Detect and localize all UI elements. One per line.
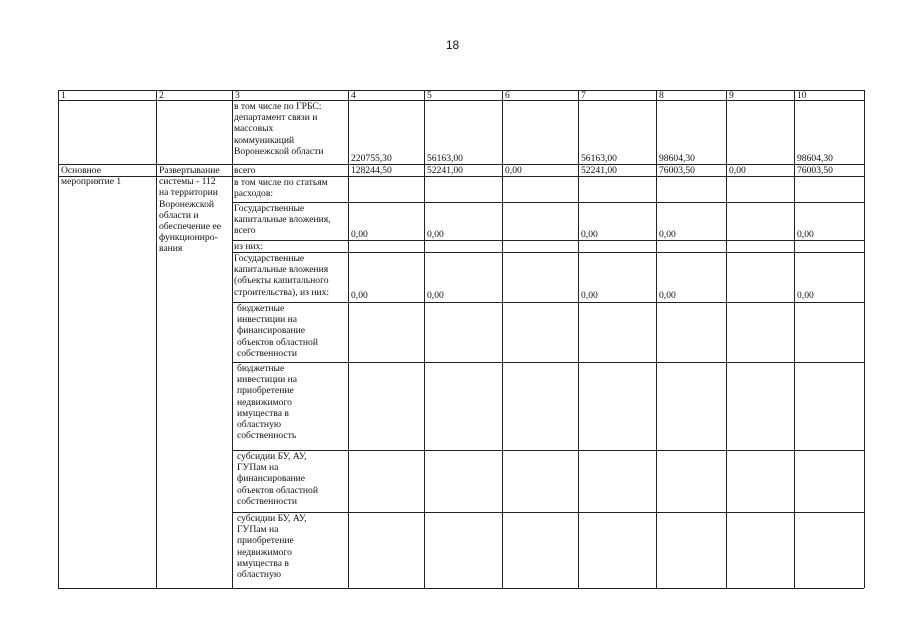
total-col-9: 0,00 bbox=[729, 165, 746, 176]
total-col-8: 76003,50 bbox=[659, 165, 695, 176]
header-col-4: 4 bbox=[351, 90, 356, 101]
by-articles-label: в том числе по статьям расходов: bbox=[234, 177, 328, 200]
total-col-5: 52241,00 bbox=[427, 165, 463, 176]
capital-total-col-5: 0,00 bbox=[427, 229, 444, 240]
capital-objects-col-7: 0,00 bbox=[581, 290, 598, 301]
total-col-4: 128244,50 bbox=[351, 165, 392, 176]
capital-total-col-4: 0,00 bbox=[351, 229, 368, 240]
budget-table bbox=[58, 90, 864, 590]
subsidies-financing-label: субсидии БУ, АУ, ГУПам на финансирование объектов областной собственности bbox=[237, 451, 318, 507]
of-them-label: из них: bbox=[234, 241, 264, 252]
header-col-5: 5 bbox=[427, 90, 432, 101]
capital-objects-col-8: 0,00 bbox=[659, 290, 676, 301]
grbs-label: в том числе по ГРБС: департамент связи и массовых коммуникаций Воронежской области bbox=[234, 101, 324, 157]
capital-total-col-7: 0,00 bbox=[581, 229, 598, 240]
total-label: всего bbox=[234, 165, 256, 176]
capital-objects-label: Государственные капитальные вложения (объекты капитального строительства), из них: bbox=[234, 253, 330, 298]
grbs-col-7: 56163,00 bbox=[581, 153, 617, 164]
page-number: 18 bbox=[445, 38, 460, 52]
grbs-col-8: 98604,30 bbox=[659, 153, 695, 164]
header-col-1: 1 bbox=[61, 90, 66, 101]
capital-total-label: Государственные капитальные вложения, всего bbox=[234, 203, 331, 237]
header-col-2: 2 bbox=[159, 90, 164, 101]
capital-objects-col-5: 0,00 bbox=[427, 290, 444, 301]
header-col-3: 3 bbox=[235, 90, 240, 101]
header-col-9: 9 bbox=[729, 90, 734, 101]
grbs-col-5: 56163,00 bbox=[427, 153, 463, 164]
capital-total-col-8: 0,00 bbox=[659, 229, 676, 240]
grbs-col-4: 220755,30 bbox=[351, 153, 392, 164]
budget-financing-label: бюджетные инвестиции на финансирование объектов областной собственности bbox=[237, 303, 318, 359]
capital-total-col-10: 0,00 bbox=[797, 229, 814, 240]
event-description: Развертывание системы - 112 на территории Воронежской области и обеспечение ее функциониро- вания bbox=[159, 165, 221, 255]
capital-objects-col-4: 0,00 bbox=[351, 290, 368, 301]
total-col-6: 0,00 bbox=[505, 165, 522, 176]
header-col-6: 6 bbox=[505, 90, 510, 101]
header-col-10: 10 bbox=[797, 90, 807, 101]
header-col-7: 7 bbox=[581, 90, 586, 101]
capital-objects-col-10: 0,00 bbox=[797, 290, 814, 301]
total-col-10: 76003,50 bbox=[797, 165, 833, 176]
total-col-7: 52241,00 bbox=[581, 165, 617, 176]
main-event-label: Основное мероприятие 1 bbox=[61, 165, 122, 188]
grbs-col-10: 98604,30 bbox=[797, 153, 833, 164]
header-col-8: 8 bbox=[659, 90, 664, 101]
subsidies-acquisition-label: субсидии БУ, АУ, ГУПам на приобретение недвижимого имущества в областную bbox=[237, 513, 307, 581]
budget-acquisition-label: бюджетные инвестиции на приобретение недвижимого имущества в областную собственность bbox=[237, 363, 298, 442]
